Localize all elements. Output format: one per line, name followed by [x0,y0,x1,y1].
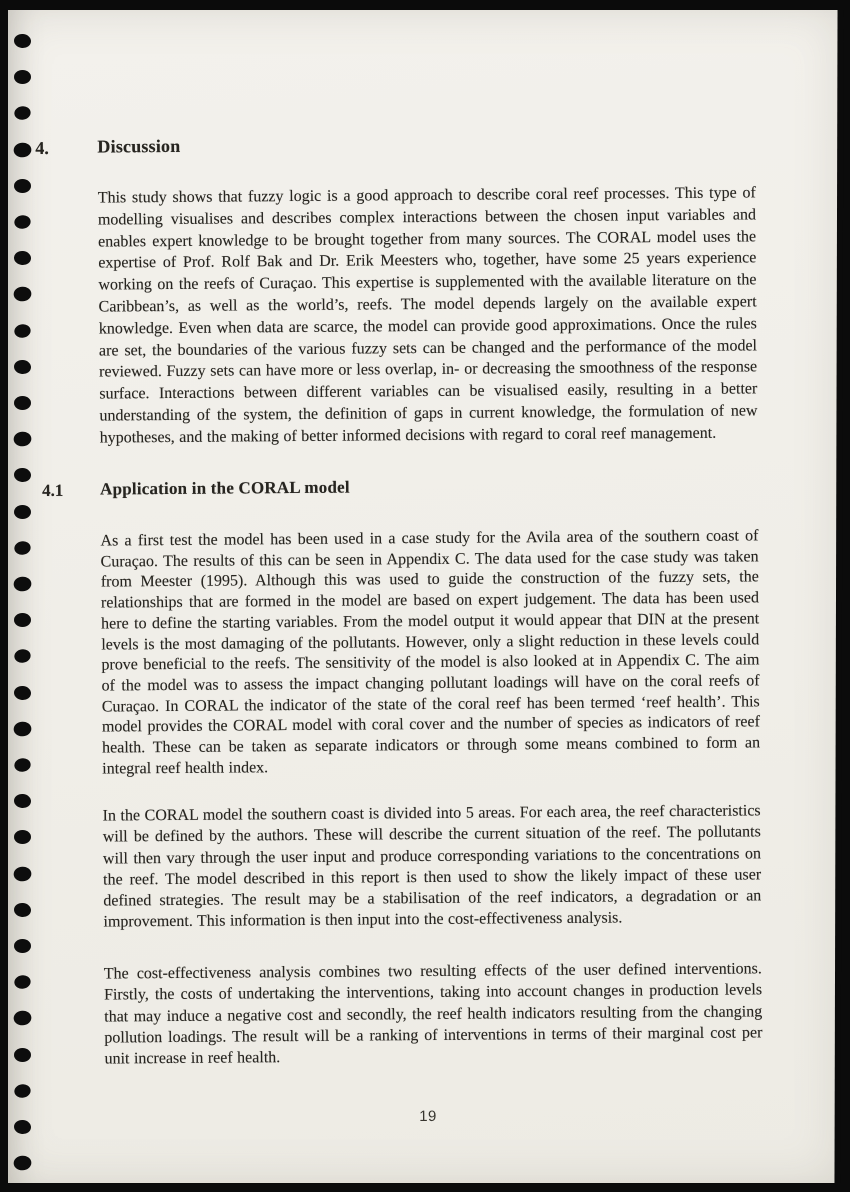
section-number: 4.1 [42,480,64,500]
section-title-application: Application in the CORAL model [99,477,350,499]
page-number: 19 [419,1107,437,1126]
section-number: 4. [35,137,49,159]
paragraph: As a first test the model has been used in a case study for the Avila area of the southern coast of Curaçao. The results of this can be seen in Appendix C. The data used for the case study was taken from Meester (1995). Although this was used to guide the construction of the fuzzy sets, the relationships that are formed in the model are based on expert judgement. The data has been used here to define the starting variables. From the model output it would appear that DIN at the present levels is the most damaging of the pollutants. However, only a slight reduction in these levels could prove beneficial to the reefs. The sensitivity of the model is also looked at in Appendix C. The aim of the model was to assess the impact changing pollutant loadings will have on the coral reefs of Curaçao. In CORAL the indicator of the state of the coral reef has been termed ‘reef health’. This model provides the CORAL model with coral cover and the number of species as indicators of reef health. These can be taken as separate indicators or through some means combined to form an integral reef health index. [100,527,761,778]
paragraph: This study shows that fuzzy logic is a good approach to describe coral reef processes. This type of modelling visualises and describes complex interactions between the chosen input variables and enables expert knowledge to be brought together from many sources. The CORAL model uses the expertise of Prof. Rolf Bak and Dr. Erik Meesters who, together, have some 25 years experience working on the reefs of Curaçao. This expertise is supplemented with the available literature on the Caribbean’s, as well as the world’s, reefs. The model depends largely on the available expert knowledge. Even when data are scarce, the model can provide good approximations. Once the rules are set, the boundaries of the various fuzzy sets can be changed and the performance of the model reviewed. Fuzzy sets can have more or less overlap, in- or decreasing the smoothness of the response surface. Interactions between different variables can be visualised easily, resulting in a better understanding of the system, the definition of gaps in current knowledge, the formulation of new hypotheses, and the making of better informed decisions with regard to coral reef management. [97,184,758,447]
page-content [4,7,843,1186]
paragraph: In the CORAL model the southern coast is divided into 5 areas. For each area, the reef characteristics will be defined by the authors. These will describe the current situation of the reef. The pollutants will then vary through the user input and produce corresponding variations to the concentrations on the reef. The model described in this report is then used to show the likely impact of these user defined strategies. The result may be a stabilisation of the reef indicators, a degradation or an improvement. This information is then input into the cost-effectiveness analysis. [102,802,762,932]
paragraph: The cost-effectiveness analysis combines two resulting effects of the user defined interventions. Firstly, the costs of undertaking the interventions, taking into account changes in production levels that may induce a negative cost and secondly, the reef health indicators resulting from the changing pollution loadings. The result will be a ranking of interventions in terms of their marginal cost per unit increase in reef health. [103,960,763,1068]
paper-sheet [8,10,838,1183]
section-title-discussion: Discussion [97,135,181,157]
